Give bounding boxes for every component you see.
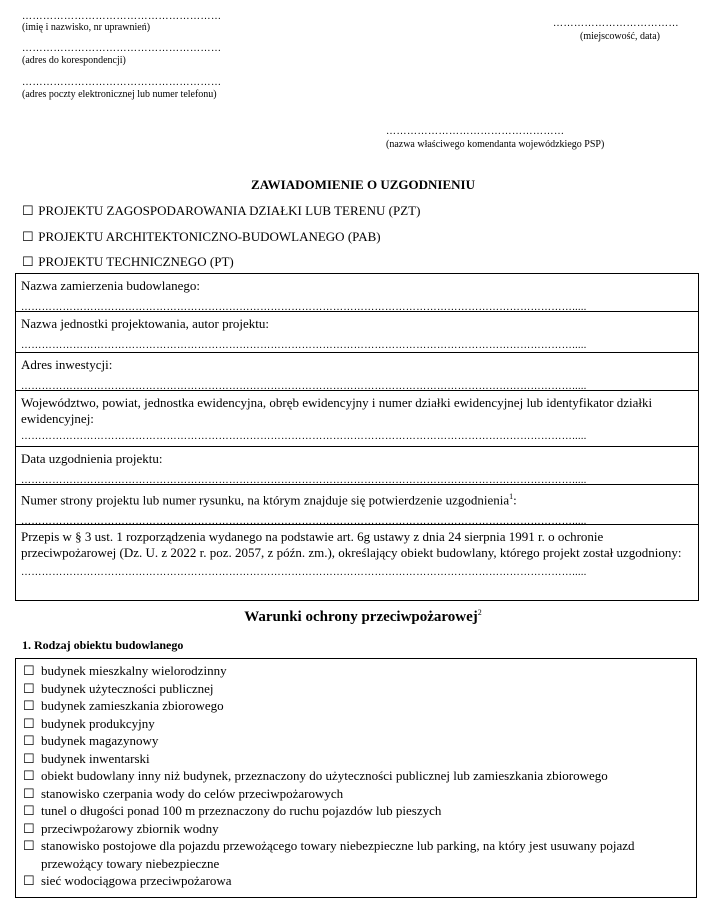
row-investment-address (16, 353, 698, 391)
project-option-label: PROJEKTU ARCHITEKTONICZNO-BUDOWLANEGO (PAB) (38, 229, 381, 244)
place-date-caption: (miejscowość, data) (580, 31, 660, 42)
checkbox-icon[interactable]: ☐ (23, 715, 35, 731)
option-label: przeciwpożarowy zbiornik wodny (41, 820, 219, 836)
option-label: sieć wodociągowa przeciwpożarowa (41, 873, 232, 888)
fill-line[interactable]: ……………………………………………………………………………………………………………………………………………..... (21, 340, 587, 351)
option-label: budynek użyteczności publicznej (41, 680, 214, 696)
document-title: ZAWIADOMIENIE O UZGODNIENIU (251, 177, 475, 192)
project-option-pab[interactable] (22, 229, 381, 245)
checkbox-icon[interactable]: ☐ (23, 785, 35, 801)
address-caption: (adres do korespondencji) (22, 55, 126, 66)
section-title-text: Warunki ochrony przeciwpożarowej (244, 609, 478, 625)
option-label: stanowisko postojowe dla pojazdu przewożącego towary niebezpieczne lub parking, na który jest usuwany pojazd przewożący towary niebezpieczne (41, 838, 635, 871)
checkbox-icon[interactable]: ☐ (23, 663, 35, 678)
row-approval-date (16, 447, 698, 485)
footnote-ref: 1 (509, 492, 514, 501)
contact-caption: (adres poczty elektronicznej lub numer telefonu) (22, 89, 217, 100)
checkbox-icon[interactable]: ☐ (23, 803, 35, 818)
building-type-option[interactable] (23, 837, 696, 872)
checkbox-icon[interactable]: ☐ (23, 733, 35, 748)
building-type-option[interactable] (23, 680, 696, 698)
project-option-pt[interactable] (22, 254, 234, 270)
section-title (0, 608, 726, 626)
building-type-option[interactable] (23, 750, 696, 768)
checkbox-icon[interactable]: ☐ (23, 768, 35, 783)
checkbox-icon[interactable]: ☐ (23, 873, 35, 888)
checkbox-icon[interactable]: ☐ (23, 838, 35, 853)
footnote-ref: 2 (477, 608, 482, 617)
project-info-table (15, 273, 699, 601)
building-type-option[interactable] (23, 767, 696, 785)
building-type-option[interactable] (23, 662, 696, 680)
row-label: Adres inwestycji: (21, 357, 113, 372)
row-label-colon: : (513, 492, 517, 508)
option-label: budynek produkcyjny (41, 715, 155, 731)
checkbox-icon[interactable]: ☐ (23, 698, 35, 713)
project-option-label: PROJEKTU TECHNICZNEGO (PT) (38, 254, 234, 269)
building-type-option[interactable] (23, 732, 696, 750)
building-type-option[interactable] (23, 802, 696, 820)
checkbox-icon[interactable]: ☐ (23, 820, 35, 836)
commander-caption: (nazwa właściwego komendanta wojewódzkiego PSP) (386, 139, 605, 150)
place-date-dots[interactable]: ……………………………… (553, 18, 679, 29)
option-label: obiekt budowlany inny niż budynek, przeznaczony do użyteczności publicznej lub zamieszkania zbiorowego (41, 768, 608, 783)
building-type-option[interactable] (23, 872, 696, 890)
row-label (21, 489, 693, 508)
commander-dots[interactable]: …………………………………………… (386, 126, 565, 137)
fill-line[interactable]: ……………………………………………………………………………………………………………………………………………..... (21, 516, 587, 528)
building-type-option[interactable] (23, 820, 696, 838)
option-label: budynek inwentarski (41, 750, 150, 766)
contact-dots[interactable]: ………………………………………………… (22, 77, 222, 88)
option-label: budynek mieszkalny wielorodzinny (41, 663, 227, 678)
building-type-option[interactable] (23, 715, 696, 733)
option-label: tunel o długości ponad 100 m przeznaczony do ruchu pojazdów lub pieszych (41, 803, 442, 818)
fill-line[interactable]: ……………………………………………………………………………………………………………………………………………..... (21, 302, 587, 313)
checkbox-icon[interactable]: ☐ (22, 229, 34, 244)
name-dots[interactable]: ………………………………………………… (22, 11, 222, 22)
project-option-pzt[interactable] (22, 203, 420, 219)
row-label: Nazwa jednostki projektowania, autor projektu: (21, 316, 270, 331)
building-type-option[interactable] (23, 785, 696, 803)
fill-line[interactable]: ……………………………………………………………………………………………………………………………………………..... (21, 381, 587, 392)
option-label: stanowisko czerpania wody do celów przeciwpożarowych (41, 785, 344, 801)
building-type-list (15, 658, 697, 898)
checkbox-icon[interactable]: ☐ (22, 203, 34, 218)
option-label: budynek magazynowy (41, 733, 159, 748)
row-label: Przepis w § 3 ust. 1 rozporządzenia wydanego na podstawie art. 6g ustawy z dnia 24 sierpnia 1991 r. o ochronie przeciwpożarowej (Dz. U. z 2022 r. poz. 2057, z późn. zm.), określający obiekt budowlany, którego projekt został uzgodniony: (21, 529, 682, 560)
checkbox-icon[interactable]: ☐ (23, 750, 35, 766)
row-page-number (16, 485, 698, 528)
address-dots[interactable]: ………………………………………………… (22, 43, 222, 54)
option-label: budynek zamieszkania zbiorowego (41, 698, 224, 713)
name-caption: (imię i nazwisko, nr uprawnień) (22, 22, 151, 33)
row-label: Data uzgodnienia projektu: (21, 451, 163, 466)
row-designer (16, 312, 698, 353)
row-regulation (16, 525, 698, 601)
row-investment-name (16, 274, 698, 312)
fill-line[interactable]: ……………………………………………………………………………………………………………………………………………..... (21, 475, 587, 486)
row-label-text: Numer strony projektu lub numer rysunku, na którym znajduje się potwierdzenie uzgodnienia (21, 492, 510, 508)
subsection-heading: 1. Rodzaj obiektu budowlanego (22, 638, 184, 652)
row-parcel (16, 391, 698, 447)
project-option-label: PROJEKTU ZAGOSPODAROWANIA DZIAŁKI LUB TERENU (PZT) (38, 203, 421, 218)
checkbox-icon[interactable]: ☐ (22, 254, 34, 269)
fill-line[interactable]: ……………………………………………………………………………………………………………………………………………..... (21, 567, 587, 578)
row-label: Województwo, powiat, jednostka ewidencyjna, obręb ewidencyjny i numer działki ewidencyjnej lub identyfikator działki ewidencyjnej: (21, 395, 653, 426)
checkbox-icon[interactable]: ☐ (23, 680, 35, 696)
row-label: Nazwa zamierzenia budowlanego: (21, 278, 201, 293)
fill-line[interactable]: ……………………………………………………………………………………………………………………………………………..... (21, 431, 587, 442)
building-type-option[interactable] (23, 697, 696, 715)
